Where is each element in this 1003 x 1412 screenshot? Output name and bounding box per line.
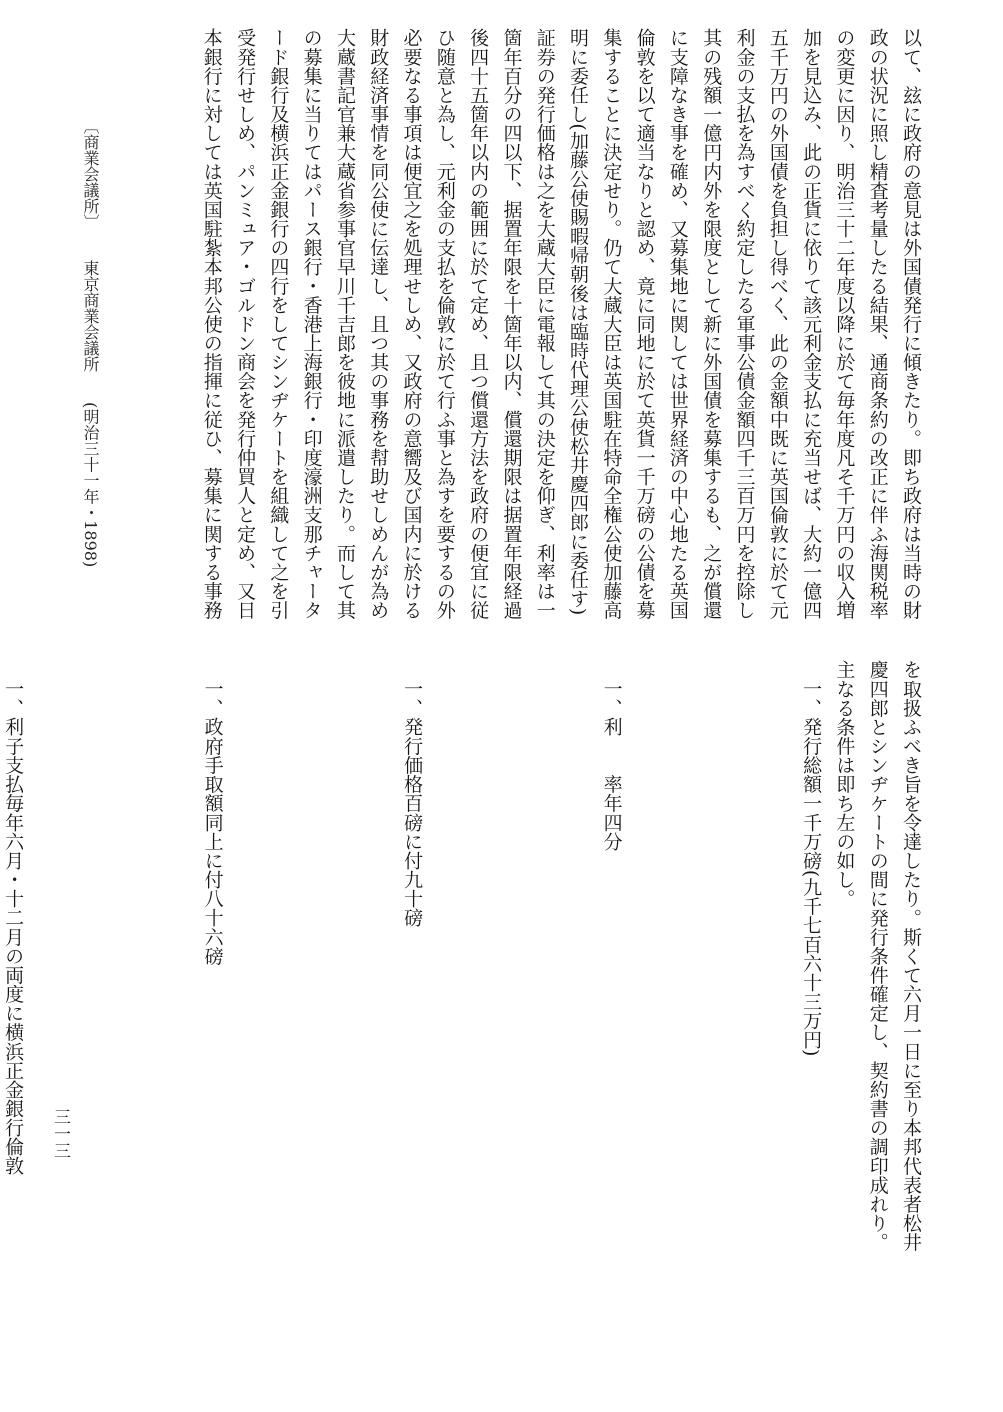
text-column: 加を見込み、此の正貨に依りて該元利金支払に充当せば、大約一億四 [800,28,823,620]
condition-value: 一千万磅(九千七百六十三万円) [800,793,823,1057]
text-column: 慶四郎とシンヂケートの間に発行条件確定し、契約書の調印成れり。 [866,660,889,1252]
condition-mark: 一、 [800,679,823,718]
text-column: 主なる条件は即ち左の如し。 [833,660,856,909]
page-number: 三一三 [50,1108,70,1159]
condition-item [428,660,628,1380]
condition-mark: 一、 [401,679,424,718]
text-column: 本銀行に対しては英国駐紮本邦公使の指揮に従ひ、募集に関する事務 [200,28,223,620]
source-date: (明治三十一年・1898) [81,402,100,568]
text-column: 其の残額一億円内外を限度として新に外国債を募集するも、之が償還 [700,28,723,620]
source-citation [72,118,102,638]
text-column: の募集に当りてはパース銀行・香港上海銀行・印度濠洲支那チャータ [300,28,323,620]
text-column: 証券の発行価格は之を大蔵大臣に電報して其の決定を仰ぎ、利率は一 [533,28,556,620]
source-short: 〔商業会議所〕 [81,118,100,230]
upper-text-block [200,28,927,643]
text-column: 箇年百分の四以下、据置年限を十箇年以内、償還期限は据置年限経過 [500,28,523,620]
text-column: を取扱ふべき旨を令達したり。斯くて六月一日に至り本邦代表者松井 [900,660,922,1252]
condition-mark: 一、 [2,679,25,718]
text-column: 五千万円の外国債を負担し得べく、此の金額中既に英国倫敦に於て元 [766,28,789,620]
text-column: 倫敦を以て適当なりと認め、竟に同地に於て英貨一千万磅の公債を募 [633,28,656,620]
source-org: 東京商業会議所 [81,260,100,372]
text-column: 受発行せしめ、パンミュア・ゴルドン商会を発行仲買人と定め、又日 [234,28,257,620]
text-column: 明に委任し(加藤公使賜暇帰朝後は臨時代理公使松井慶四郎に委任す) [567,28,590,616]
condition-value: 毎年六月・十二月の両度に横浜正金銀行倫敦 [2,793,25,1176]
condition-value: 百磅に付九十磅 [401,793,424,928]
condition-item [0,660,29,1380]
condition-value: 年四分 [600,793,623,851]
condition-label: 政府手取額 [201,717,224,813]
text-column: に支障なき事を確め、又募集地に関しては世界経済の中心地たる英国 [666,28,689,620]
text-column: 利金の支払を為すべく約定したる軍事公債金額四千三百万円を控除し [733,28,756,620]
condition-label: 発行価格 [401,717,424,794]
text-column: 必要なる事項は便宜之を処理せしめ、又政府の意嚮及び国内に於ける [400,28,423,620]
text-column: 財政経済事情を同公使に伝達し、且つ其の事務を幇助せしめんが為め [367,28,390,620]
text-column: 大蔵書記官兼大蔵省参事官早川千吉郎を彼地に派遣したり。而して其 [333,28,356,620]
condition-mark: 一、 [600,679,623,718]
text-column: 後四十五箇年以内の範囲に於て定め、且つ償還方法を政府の便宜に従 [467,28,490,620]
condition-label: 利 率 [600,717,623,794]
condition-value: 同上に付八十六磅 [201,812,224,966]
text-column: 政の状況に照し精査考量したる結果、通商条約の改正に伴ふ海関税率 [866,28,889,620]
condition-item [29,660,229,1380]
text-column: の変更に因り、明治三十二年度以降に於て毎年度凡そ千万円の収入増 [833,28,856,620]
text-column: 集することに決定せり。仍て大蔵大臣は英国駐在特命全権公使加藤高 [600,28,623,620]
text-column: ード銀行及横浜正金銀行の四行をしてシンヂケートを組織して之を引 [267,28,290,620]
condition-item [628,660,828,1380]
condition-label: 発行総額 [800,717,823,794]
text-column: 以て、玆に政府の意見は外国債発行に傾きたり。即ち政府は当時の財 [900,28,922,620]
condition-label: 利子支払 [2,717,25,794]
condition-mark: 一、 [201,679,224,718]
text-column: ひ随意と為し、元利金の支払を倫敦に於て行ふ事と為すを要するの外 [433,28,456,620]
condition-item [229,660,429,1380]
